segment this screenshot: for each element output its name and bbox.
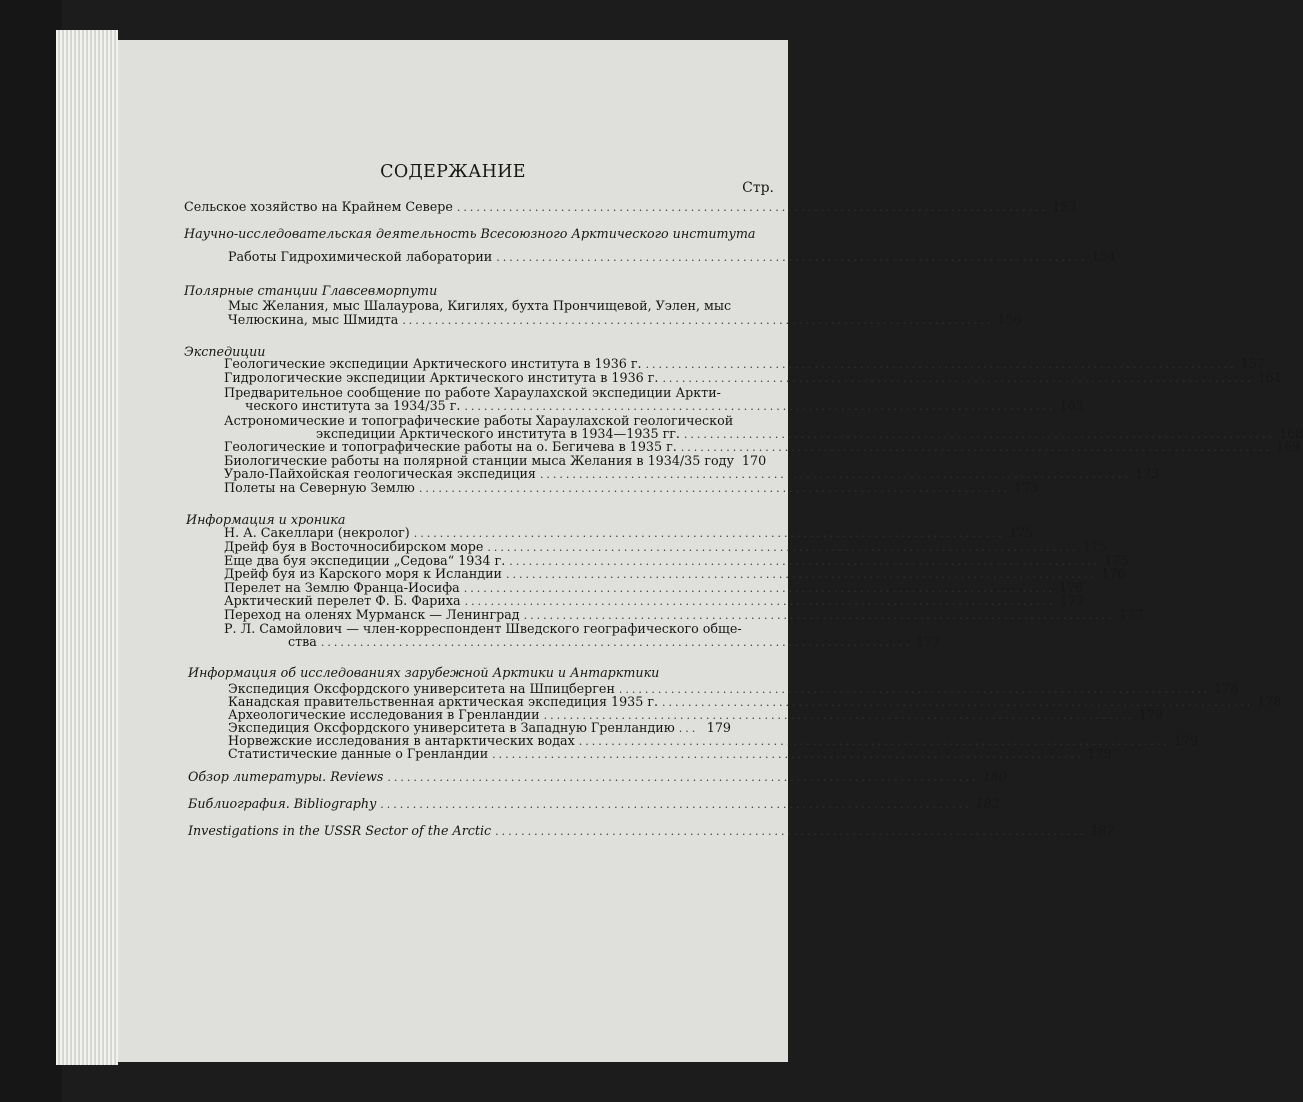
toc-entry: Челюскина, мыс Шмидта ........................................................................................... 156 (228, 312, 1022, 327)
toc-entry-page: 179 (1173, 733, 1199, 748)
toc-entry-page: 175 (1008, 525, 1034, 540)
toc-entry: ческого института за 1934/35 г. ........................................................................................... 163 (245, 398, 1084, 413)
toc-entry-page: 177 (1059, 593, 1085, 608)
toc-entry: Переход на оленях Мурманск — Ленинград ........................................................................................... 177 (224, 607, 1144, 622)
toc-entry-line: Мыс Желания, мыс Шалаурова, Кигилях, бухта Прончищевой, Уэлен, мыс (228, 298, 732, 313)
toc-entry: Investigations in the USSR Sector of the Arctic ........................................................................................... 187 (188, 823, 1115, 838)
toc-entry-page: 175 (1082, 539, 1107, 554)
toc-entry-title: ства (288, 634, 317, 649)
toc-entry-page: 153 (1052, 199, 1077, 214)
toc-entry-page: 173 (1014, 480, 1039, 495)
toc-entry: Канадская правительственная арктическая экспедиция 1935 г. ........................................................................................... 178 (228, 694, 1282, 709)
toc-entry: Норвежские исследования в антарктических водах ........................................................................................... 179 (228, 733, 1199, 748)
toc-entry-title: Урало-Пайхойская геологическая экспедиция (224, 466, 536, 481)
toc-entry-title: Экспедиция Оксфордского университета в Западную Гренландию (228, 720, 675, 735)
toc-entry-title: Челюскина, мыс Шмидта (228, 312, 399, 327)
section-heading: Экспедиции (184, 344, 266, 359)
toc-entry: Полеты на Северную Землю ........................................................................................... 173 (224, 480, 1039, 495)
toc-entry: ства ........................................................................................... 177 (288, 634, 941, 649)
toc-entry-line: Астрономические и топографические работы Хараулахской геологической (224, 413, 734, 428)
toc-entry-page: 177 (916, 634, 941, 649)
page-title: СОДЕРЖАНИЕ (380, 162, 526, 182)
toc-entry-page: 176 (1058, 580, 1084, 595)
toc-entry: Статистические данные о Гренландии ........................................................................................... 179 (228, 746, 1112, 761)
toc-entry-title: Геологические и топографические работы на о. Бегичева в 1935 г. (224, 439, 677, 454)
toc-entry-page: 156 (997, 312, 1022, 327)
toc-entry-page: 179 (1087, 746, 1112, 761)
book-page (118, 40, 1303, 1062)
toc-entry: Арктический перелет Ф. Б. Фариха ........................................................................................... 177 (224, 593, 1085, 608)
toc-entry-title: экспедиции Арктического института в 1934—1935 гг. (316, 426, 680, 441)
toc-entry: Геологические и топографические работы на о. Бегичева в 1935 г. ........................................................................................... 169 (224, 439, 1301, 454)
toc-entry-line: Р. Л. Самойлович — член-корреспондент Шведского географического обще- (224, 621, 742, 636)
toc-entry-title: Н. А. Сакеллари (некролог) (224, 525, 410, 540)
toc-entry: Урало-Пайхойская геологическая экспедиция ........................................................................................... 173 (224, 466, 1160, 481)
toc-entry: Археологические исследования в Гренландии ........................................................................................... 179 (228, 707, 1163, 722)
page-column-header: Стр. (742, 180, 774, 196)
toc-entry: Работы Гидрохимической лаборатории ........................................................................................... 154 (228, 249, 1116, 264)
toc-entry-page: 168 (1279, 426, 1303, 441)
toc-entry: Дрейф буя в Восточносибирском море ........................................................................................... 175 (224, 539, 1107, 554)
section-heading: Информация об исследованиях зарубежной Арктики и Антарктики (188, 665, 660, 680)
toc-entry-page: 179 (1138, 707, 1163, 722)
toc-entry-title: Переход на оленях Мурманск — Ленинград (224, 607, 520, 622)
toc-entry: Сельское хозяйство на Крайнем Севере ........................................................................................... 153 (184, 199, 1077, 214)
toc-entry-title: Статистические данные о Гренландии (228, 746, 489, 761)
toc-entry-title: Геологические экспедиции Арктического института в 1936 г. (224, 356, 642, 371)
toc-entry: Дрейф буя из Карского моря к Исландии ........................................................................................... 176 (224, 566, 1126, 581)
toc-entry: Н. А. Сакеллари (некролог) ........................................................................................... 175 (224, 525, 1034, 540)
toc-entry-title: Дрейф буя в Восточносибирском море (224, 539, 484, 554)
toc-entry-page: 169 (1276, 439, 1301, 454)
toc-entry: Библиография. Bibliography ........................................................................................... 182 (188, 796, 1000, 811)
page-edges (56, 30, 118, 1065)
toc-entry-title: Канадская правительственная арктическая экспедиция 1935 г. (228, 694, 659, 709)
scan-background (0, 0, 62, 1102)
section-heading: Полярные станции Главсевморпути (184, 283, 438, 298)
section-heading: Информация и хроника (186, 512, 346, 527)
toc-entry-title: Обзор литературы. Reviews (188, 769, 384, 784)
toc-entry-title: Экспедиция Оксфордского университета на Шпицберген (228, 681, 615, 696)
toc-entry-page: 187 (1090, 823, 1115, 838)
toc-entry-title: Сельское хозяйство на Крайнем Севере (184, 199, 453, 214)
toc-entry-page: 182 (975, 796, 1000, 811)
toc-entry-page: 180 (982, 769, 1007, 784)
toc-entry-title: Археологические исследования в Гренландии (228, 707, 540, 722)
section-heading: Научно-исследовательская деятельность Всесоюзного Арктического института (184, 226, 756, 241)
toc-entry: Экспедиция Оксфордского университета на Шпицберген ........................................................................................... 178 (228, 681, 1239, 696)
toc-entry-title: Investigations in the USSR Sector of the Arctic (188, 823, 492, 838)
toc-entry: Обзор литературы. Reviews ........................................................................................... 180 (188, 769, 1007, 784)
toc-entry-page: 176 (1101, 566, 1126, 581)
toc-entry-title: Норвежские исследования в антарктических водах (228, 733, 575, 748)
toc-entry-line: Предварительное сообщение по работе Хараулахской экспедиции Аркти- (224, 385, 721, 400)
toc-entry-title: Еще два буя экспедиции „Седова“ 1934 г. (224, 553, 506, 568)
toc-entry-page: 170 (741, 453, 767, 468)
toc-entry: Экспедиция Оксфордского университета в Западную Гренландию ... 179 (228, 720, 731, 735)
toc-entry-title: ческого института за 1934/35 г. (245, 398, 461, 413)
toc-entry-page: 161 (1257, 370, 1282, 385)
toc-entry-page: 173 (1135, 466, 1160, 481)
toc-entry-title: Библиография. Bibliography (188, 796, 377, 811)
toc-entry: Гидрологические экспедиции Арктического института в 1936 г. ........................................................................................... 161 (224, 370, 1282, 385)
toc-entry-title: Арктический перелет Ф. Б. Фариха (224, 593, 461, 608)
toc-entry: экспедиции Арктического института в 1934—1935 гг. ........................................................................................... 168 (316, 426, 1303, 441)
toc-entry-page: 157 (1240, 356, 1265, 371)
toc-entry-page: 178 (1257, 694, 1282, 709)
toc-entry-page: 163 (1059, 398, 1084, 413)
toc-entry-page: 175 (1104, 553, 1129, 568)
toc-entry-page: 177 (1118, 607, 1144, 622)
toc-entry: Геологические экспедиции Арктического института в 1936 г. ........................................................................................... 157 (224, 356, 1265, 371)
toc-entry-title: Дрейф буя из Карского моря к Исландии (224, 566, 503, 581)
toc-entry-title: Биологические работы на полярной станции мыса Желания в 1934/35 году (224, 453, 734, 468)
toc-entry-page: 179 (706, 720, 731, 735)
toc-entry: Еще два буя экспедиции „Седова“ 1934 г. ........................................................................................... 175 (224, 553, 1129, 568)
toc-entry-title: Гидрологические экспедиции Арктического института в 1936 г. (224, 370, 659, 385)
toc-entry: Перелет на Землю Франца-Иосифа ........................................................................................... 176 (224, 580, 1084, 595)
toc-entry-title: Полеты на Северную Землю (224, 480, 415, 495)
toc-entry-title: Перелет на Землю Франца-Иосифа (224, 580, 460, 595)
toc-entry-page: 154 (1091, 249, 1116, 264)
toc-entry-title: Работы Гидрохимической лаборатории (228, 249, 493, 264)
toc-entry-page: 178 (1214, 681, 1239, 696)
